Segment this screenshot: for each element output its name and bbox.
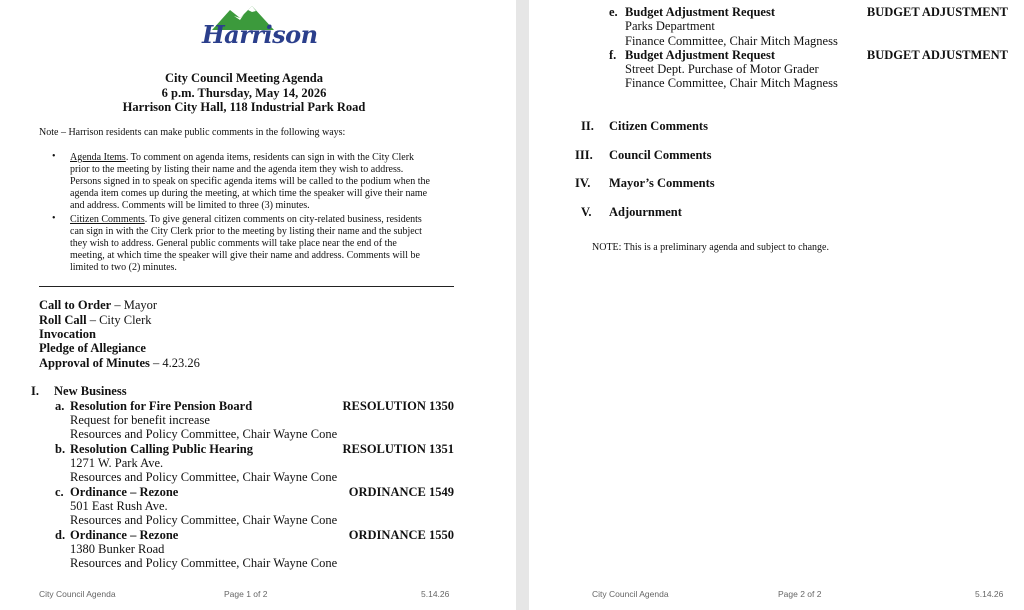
item-title: Resolution for Fire Pension Board	[70, 399, 253, 413]
item-tag: BUDGET ADJUSTMENT	[866, 5, 1008, 19]
page-gap	[516, 0, 529, 610]
pledge-of-allegiance: Pledge of Allegiance	[39, 341, 146, 355]
footer-page-number: Page 1 of 2	[224, 589, 268, 599]
harrison-logo	[200, 4, 318, 52]
section-title: New Business	[54, 384, 127, 398]
footer-left: City Council Agenda	[592, 589, 669, 599]
item-letter: d.	[55, 528, 66, 542]
roll-call: Roll Call – City Clerk	[39, 313, 152, 327]
item-title: Budget Adjustment Request	[625, 5, 776, 19]
call-to-order: Call to Order – Mayor	[39, 298, 158, 312]
item-tag: ORDINANCE 1549	[348, 485, 454, 499]
logo-wordmark: Harrison	[202, 20, 318, 49]
preliminary-note: NOTE: This is a preliminary agenda and subject to change.	[592, 242, 829, 253]
footer-left: City Council Agenda	[39, 589, 116, 599]
footer-date: 5.14.26	[975, 589, 1004, 599]
item-letter: e.	[609, 5, 618, 19]
item-detail: Resources and Policy Committee, Chair Wayne Cone	[70, 427, 338, 441]
item-detail: Parks Department	[625, 19, 715, 33]
item-tag: BUDGET ADJUSTMENT	[866, 48, 1008, 62]
item-tag: RESOLUTION 1350	[342, 399, 454, 413]
item-letter: a.	[55, 399, 65, 413]
section-numeral: II.	[581, 119, 594, 133]
bullet-head: Citizen Comments	[70, 214, 145, 225]
section-numeral: III.	[575, 148, 593, 162]
bullet-line: can sign in with the City Clerk prior to the meeting by listing their name and the subject	[70, 226, 422, 237]
bullet-agenda-items: Agenda Items. To comment on agenda items, residents can sign in with the City Clerk	[70, 152, 415, 163]
bullet-citizen-comments: Citizen Comments. To give general citizen comments on city-related business, residents	[70, 214, 422, 225]
item-detail: Resources and Policy Committee, Chair Wayne Cone	[70, 556, 338, 570]
item-title: Budget Adjustment Request	[625, 48, 776, 62]
footer-date: 5.14.26	[421, 589, 450, 599]
item-detail: 1271 W. Park Ave.	[70, 456, 164, 470]
item-detail: 1380 Bunker Road	[70, 542, 165, 556]
note-intro: Note – Harrison residents can make public comments in the following ways:	[39, 127, 346, 138]
bullet-dot: •	[52, 151, 56, 162]
document-page-2	[529, 0, 1024, 610]
footer-page-number: Page 2 of 2	[778, 589, 822, 599]
item-detail: Finance Committee, Chair Mitch Magness	[625, 76, 838, 90]
item-title: Resolution Calling Public Hearing	[70, 442, 254, 456]
item-title: Ordinance – Rezone	[70, 528, 179, 542]
bullet-line: and address. Comments will be limited to three (3) minutes.	[70, 200, 310, 211]
bullet-line: they wish to address. General public comments will take place near the end of the	[70, 238, 397, 249]
bullet-line: limited to two (2) minutes.	[70, 262, 177, 273]
item-letter: b.	[55, 442, 66, 456]
item-detail: Request for benefit increase	[70, 413, 210, 427]
item-detail: Resources and Policy Committee, Chair Wayne Cone	[70, 513, 338, 527]
invocation: Invocation	[39, 327, 96, 341]
item-tag: ORDINANCE 1550	[348, 528, 454, 542]
agenda-title: City Council Meeting Agenda	[165, 71, 323, 85]
bullet-dot: •	[52, 213, 56, 224]
bullet-line: meeting, at which time the speaker will give their name and address. Comments will be	[70, 250, 420, 261]
approval-of-minutes: Approval of Minutes – 4.23.26	[39, 356, 200, 370]
item-detail: 501 East Rush Ave.	[70, 499, 168, 513]
bullet-line: prior to the meeting by listing their name and the agenda item they wish to address.	[70, 164, 404, 175]
bullet-line: Persons signed in to speak on specific agenda items will be called to the podium when the	[70, 176, 430, 187]
section-title: Citizen Comments	[609, 119, 708, 133]
section-title: Council Comments	[609, 148, 712, 162]
section-numeral: I.	[31, 384, 39, 398]
item-letter: f.	[609, 48, 617, 62]
section-numeral: IV.	[575, 176, 591, 190]
meeting-datetime: 6 p.m. Thursday, May 14, 2026	[161, 86, 327, 100]
meeting-location: Harrison City Hall, 118 Industrial Park Road	[122, 100, 366, 114]
item-detail: Resources and Policy Committee, Chair Wayne Cone	[70, 470, 338, 484]
section-title: Adjournment	[609, 205, 682, 219]
item-letter: c.	[55, 485, 64, 499]
divider	[39, 286, 454, 287]
item-title: Ordinance – Rezone	[70, 485, 179, 499]
item-detail: Street Dept. Purchase of Motor Grader	[625, 62, 819, 76]
section-title: Mayor’s Comments	[609, 176, 715, 190]
bullet-line: agenda item comes up during the meeting, at which time the speaker will give their name	[70, 188, 428, 199]
item-detail: Finance Committee, Chair Mitch Magness	[625, 34, 838, 48]
section-numeral: V.	[581, 205, 592, 219]
item-tag: RESOLUTION 1351	[342, 442, 454, 456]
bullet-head: Agenda Items	[70, 152, 126, 163]
